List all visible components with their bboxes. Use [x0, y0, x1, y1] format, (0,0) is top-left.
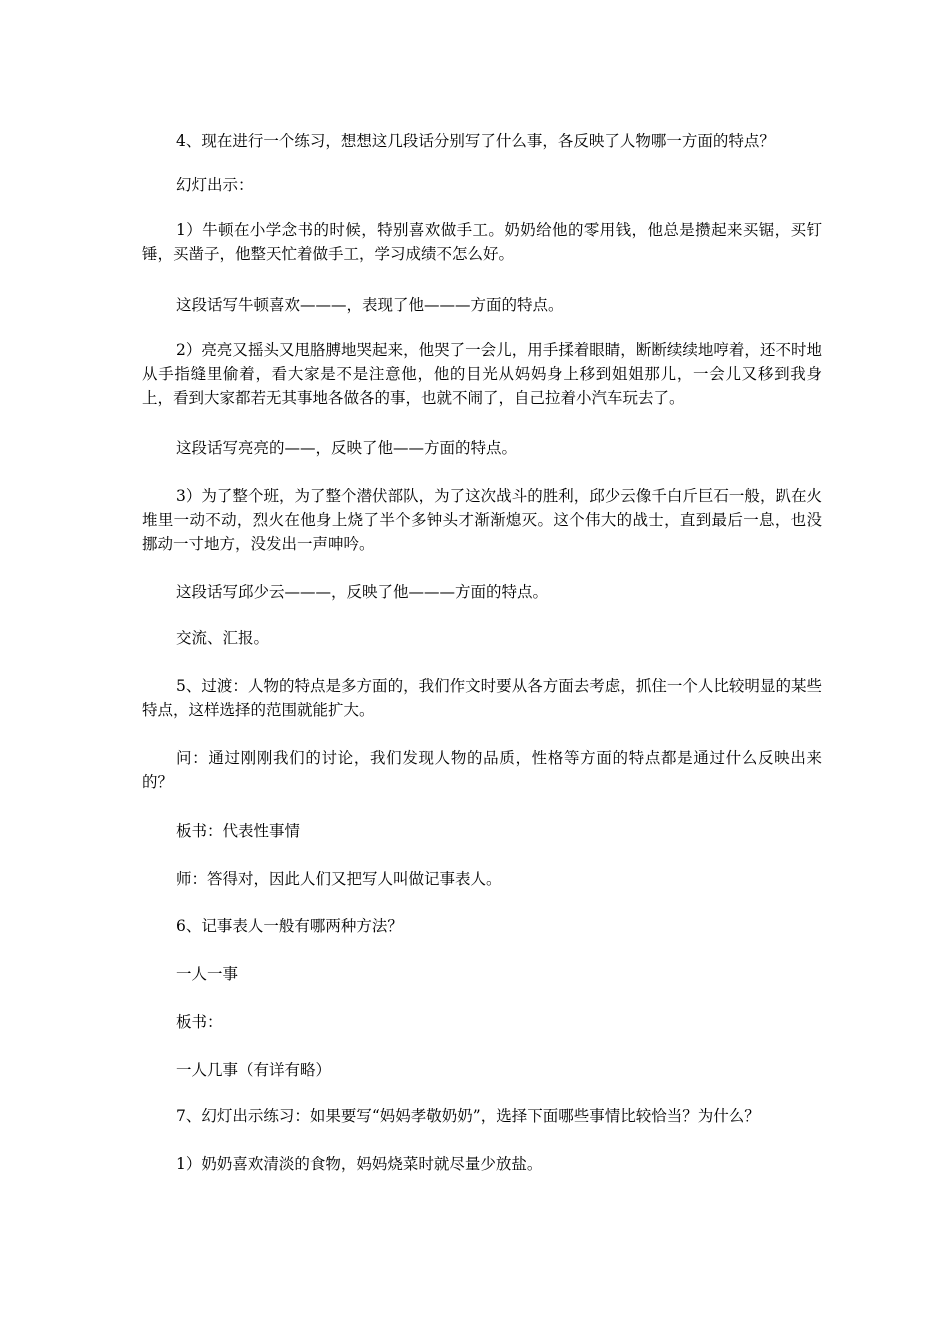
- paragraph-board-representative: 板书：代表性事情: [176, 822, 301, 840]
- paragraph-slide-show: 幻灯出示：: [176, 176, 254, 194]
- paragraph-exercise-7: 7、幻灯出示练习：如果要写“妈妈孝敬奶奶”，选择下面哪些事情比较恰当？为什么？: [176, 1107, 760, 1125]
- paragraph-transition-5: 5、过渡：人物的特点是多方面的，我们作文时要从各方面去考虑，抓住一个人比较明显的某些特点，这样选择的范围就能扩大。: [142, 677, 822, 719]
- paragraph-qiushaoyun: 3）为了整个班，为了整个潜伏部队，为了这次战斗的胜利，邱少云像千白斤巨石一般，趴在火堆里一动不动，烈火在他身上烧了半个多钟头才渐渐熄灭。这个伟大的战士，直到最后一息，也没挪动一寸地方，没发出一声呻吟。: [142, 487, 822, 553]
- paragraph-exercise-4: 4、现在进行一个练习，想想这几段话分别写了什么事，各反映了人物哪一方面的特点？: [176, 132, 775, 150]
- paragraph-newton-question: 这段话写牛顿喜欢———，表现了他———方面的特点。: [176, 296, 564, 314]
- paragraph-one-person-several-events: 一人几事（有详有略）: [176, 1061, 332, 1079]
- paragraph-methods-6: 6、记事表人一般有哪两种方法？: [176, 917, 403, 935]
- paragraph-liangliang-question: 这段话写亮亮的——，反映了他——方面的特点。: [176, 439, 518, 457]
- paragraph-option-1: 1）奶奶喜欢清淡的食物，妈妈烧菜时就尽量少放盐。: [176, 1155, 543, 1173]
- paragraph-board: 板书：: [176, 1013, 223, 1031]
- paragraph-one-person-one-event: 一人一事: [176, 965, 239, 983]
- paragraph-exchange: 交流、汇报。: [176, 629, 270, 647]
- paragraph-question: 问：通过刚刚我们的讨论，我们发现人物的品质，性格等方面的特点都是通过什么反映出来的？: [142, 749, 822, 791]
- paragraph-teacher: 师：答得对，因此人们又把写人叫做记事表人。: [176, 870, 502, 888]
- paragraph-qiushaoyun-question: 这段话写邱少云———，反映了他———方面的特点。: [176, 583, 549, 601]
- paragraph-newton: 1）牛顿在小学念书的时候，特别喜欢做手工。奶奶给他的零用钱，他总是攒起来买锯，买钉锤，买凿子，他整天忙着做手工，学习成绩不怎么好。: [142, 221, 822, 263]
- paragraph-liangliang: 2）亮亮又摇头又甩胳膊地哭起来，他哭了一会儿，用手揉着眼睛，断断续续地哼着，还不时地从手指缝里偷着，看大家是不是注意他，他的目光从妈妈身上移到姐姐那儿，一会儿又移到我身上，看到大家都若无其事地各做各的事，也就不闹了，自己拉着小汽车玩去了。: [142, 341, 822, 407]
